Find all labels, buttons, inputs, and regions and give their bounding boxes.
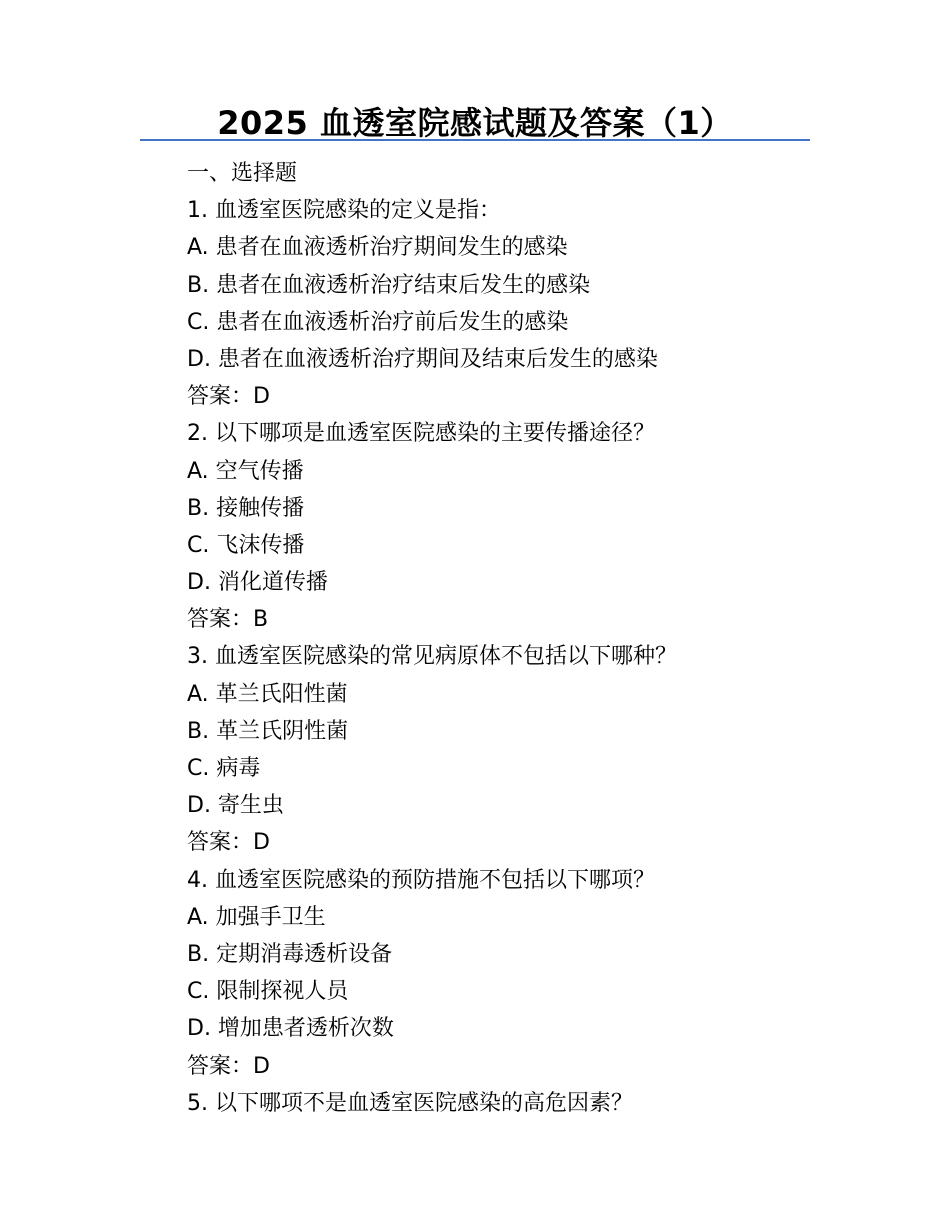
option-line: C. 病毒 [187, 756, 261, 781]
answer-line: 答案：D [187, 1053, 270, 1079]
section-heading: 一、选择题 [187, 161, 298, 186]
answer-line: 答案：D [187, 830, 270, 856]
answer-line: 答案：B [187, 607, 269, 633]
question-line: 1. 血透室医院感染的定义是指： [187, 198, 501, 224]
option-line: C. 限制探视人员 [187, 979, 349, 1005]
option-line: B. 定期消毒透析设备 [187, 941, 393, 967]
option-line: B. 革兰氏阴性菌 [187, 718, 349, 744]
question-line: 3. 血透室医院感染的常见病原体不包括以下哪种？ [187, 644, 677, 670]
option-line: B. 接触传播 [187, 495, 305, 521]
document-title: 2025 血透室院感试题及答案（1） [217, 104, 733, 142]
option-line: A. 患者在血液透析治疗期间发生的感染 [187, 235, 568, 261]
question-line: 4. 血透室医院感染的预防措施不包括以下哪项？ [187, 867, 655, 893]
question-line: 2. 以下哪项是血透室医院感染的主要传播途径？ [187, 421, 655, 447]
option-line: C. 患者在血液透析治疗前后发生的感染 [187, 309, 569, 335]
question-line: 5. 以下哪项不是血透室医院感染的高危因素？ [187, 1090, 633, 1116]
option-line: D. 患者在血液透析治疗期间及结束后发生的感染 [187, 346, 658, 372]
option-line: A. 加强手卫生 [187, 904, 326, 930]
option-line: A. 革兰氏阳性菌 [187, 681, 348, 707]
option-line: B. 患者在血液透析治疗结束后发生的感染 [187, 272, 591, 298]
title-underline [140, 139, 810, 141]
option-line: D. 消化道传播 [187, 570, 328, 596]
document-body [187, 155, 887, 1122]
option-line: D. 寄生虫 [187, 793, 284, 819]
answer-line: 答案：D [187, 384, 270, 410]
option-line: C. 飞沫传播 [187, 532, 305, 558]
option-line: A. 空气传播 [187, 458, 304, 484]
option-line: D. 增加患者透析次数 [187, 1016, 394, 1042]
